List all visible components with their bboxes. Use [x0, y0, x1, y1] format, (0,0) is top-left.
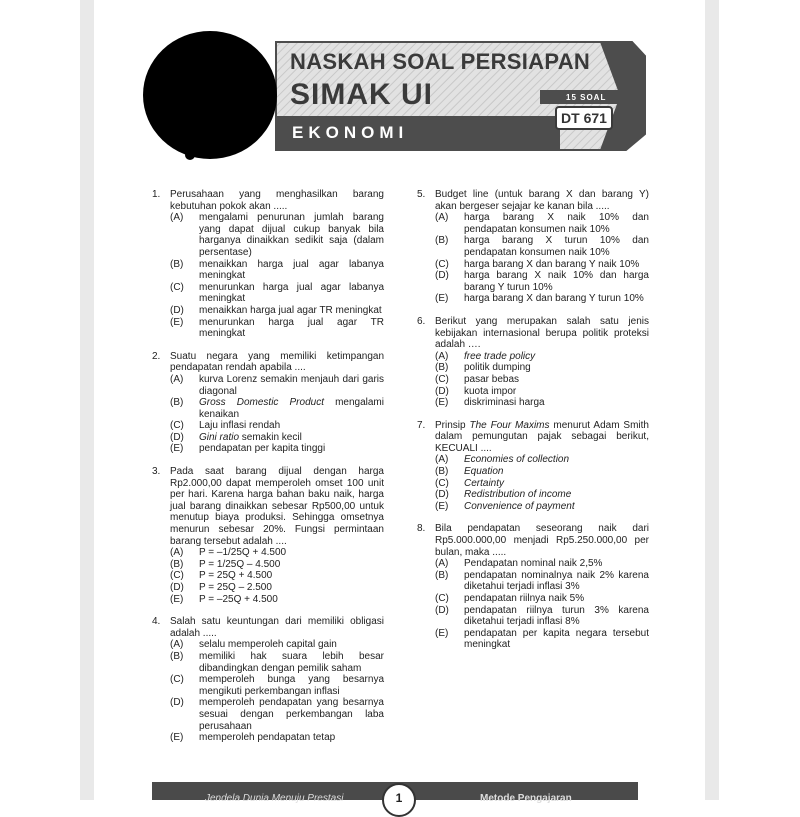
question-text: Prinsip The Four Maxims menurut Adam Smith dalam pemungutan pajak sebagai berikut, KECUALI ....: [435, 419, 649, 454]
answer-option: [435, 212, 649, 235]
answer-option: [170, 651, 384, 674]
option-text: P = 25Q – 2.500: [199, 582, 272, 593]
option-text: P = 25Q + 4.500: [199, 570, 273, 582]
header-title-line1: NASKAH SOAL PERSIAPAN: [290, 49, 591, 74]
question-number: 7.: [417, 419, 426, 431]
question-number: 2.: [152, 350, 161, 362]
option-list: [170, 374, 384, 455]
option-label: (C): [435, 593, 449, 604]
option-label: (B): [435, 466, 449, 478]
option-label: (D): [435, 489, 449, 501]
option-text-italic: Convenience of payment: [464, 500, 575, 512]
answer-option: [435, 628, 649, 651]
option-label: (B): [170, 650, 184, 662]
option-label: (B): [435, 569, 449, 581]
answer-option: [435, 351, 649, 363]
answer-option: [435, 386, 649, 398]
question-count-label: 15 SOAL: [566, 93, 607, 102]
option-label: (C): [170, 674, 184, 686]
option-label: (B): [170, 258, 184, 270]
answer-option: [170, 697, 384, 732]
option-list: [435, 212, 649, 305]
answer-option: [170, 570, 384, 582]
answer-option: [435, 466, 649, 478]
option-text: selalu memperoleh capital gain: [199, 639, 337, 651]
question-item: [152, 616, 384, 744]
question-number: 5.: [417, 189, 426, 200]
redacted-logo: [143, 31, 277, 159]
question-number: 4.: [152, 616, 161, 628]
option-label: (B): [170, 558, 184, 570]
option-label: (B): [170, 397, 184, 409]
option-text: pasar bebas: [464, 373, 520, 385]
option-text: pendapatan riilnya naik 5%: [464, 593, 585, 604]
answer-option: [435, 593, 649, 605]
question-item: [417, 420, 649, 513]
answer-option: [435, 362, 649, 374]
option-label: (C): [435, 373, 449, 385]
option-list: [170, 639, 384, 743]
answer-option: [170, 547, 384, 559]
option-text: diskriminasi harga: [464, 397, 545, 409]
footer-right-text: Metode Pengajaran: [480, 793, 572, 804]
option-text: memperoleh pendapatan tetap: [199, 732, 336, 744]
option-label: (E): [435, 627, 449, 639]
page-number: 1: [382, 783, 416, 817]
option-text: [464, 454, 649, 466]
question-item: [417, 523, 649, 651]
option-text: pendapatan riilnya turun 3% karena diketahui terjadi inflasi 8%: [464, 604, 649, 628]
answer-option: [170, 305, 384, 317]
answer-option: [435, 605, 649, 628]
option-text-italic: free trade policy: [464, 350, 536, 362]
answer-option: [170, 559, 384, 571]
option-text: kuota impor: [464, 385, 517, 397]
option-text: P = –25Q + 4.500: [199, 593, 278, 605]
option-text: menurunkan harga jual agar labanya meningkat: [199, 281, 384, 305]
option-text-italic: Gini ratio: [199, 431, 240, 443]
option-label: (D): [435, 270, 449, 282]
option-text: P = 1/25Q – 4.500: [199, 558, 281, 570]
answer-option: [435, 501, 649, 513]
option-list: [435, 454, 649, 512]
answer-option: [170, 259, 384, 282]
option-list: [435, 351, 649, 409]
option-text: [464, 351, 649, 363]
answer-option: [170, 212, 384, 258]
question-text: Budget line (untuk barang X dan barang Y) akan bergeser sejajar ke kanan bila .....: [435, 189, 649, 212]
option-text: harga barang X naik 10% dan harga barang Y turun 10%: [464, 270, 649, 293]
question-stem: [152, 616, 384, 639]
answer-option: [435, 397, 649, 409]
option-label: (B): [435, 362, 449, 374]
option-label: (E): [170, 593, 184, 605]
option-text: harga barang X turun 10% dan pendapatan konsumen naik 10%: [464, 235, 649, 258]
option-label: (C): [435, 477, 449, 489]
option-label: (A): [435, 350, 449, 362]
question-text: Suatu negara yang memiliki ketimpangan pendapatan rendah apabila ....: [170, 350, 384, 374]
option-label: (D): [170, 697, 184, 709]
option-text: politik dumping: [464, 362, 531, 374]
question-number: 8.: [417, 523, 426, 535]
option-label: (B): [435, 235, 449, 247]
option-text: pendapatan per kapita tinggi: [199, 443, 326, 455]
question-text: Perusahaan yang menghasilkan barang kebutuhan pokok akan .....: [170, 189, 384, 212]
footer-left-text: Jendela Dunia Menuju Prestasi: [205, 793, 344, 804]
answer-option: [170, 432, 384, 444]
answer-option: [435, 235, 649, 258]
question-text-italic: The Four Maxims: [469, 419, 550, 431]
question-number: 1.: [152, 189, 161, 200]
answer-option: [170, 674, 384, 697]
question-item: [152, 466, 384, 605]
question-stem: [152, 189, 384, 212]
option-text-italic: Certainty: [464, 477, 505, 489]
option-label: (C): [170, 570, 184, 582]
option-label: (D): [170, 582, 184, 593]
question-text: Pada saat barang dijual dengan harga Rp2.000,00 dapat memperoleh omset 100 unit per hari. Karena harga bahan baku naik, harga jual barang dinaikkan sebesar Rp500,00 untuk menutup biaya produksi. Sehingga omsetnya menurun sebesar 20%. Fungsi permintaan barang tersebut adalah ....: [170, 466, 384, 547]
option-text: menurunkan harga jual agar TR meningkat: [199, 316, 384, 340]
option-list: [170, 547, 384, 605]
answer-option: [170, 582, 384, 594]
option-text: harga barang X naik 10% dan pendapatan konsumen naik 10%: [464, 212, 649, 235]
option-text-italic: Economies of collection: [464, 454, 570, 466]
option-label: (E): [435, 397, 449, 409]
option-text: harga barang X dan barang Y turun 10%: [464, 293, 644, 305]
option-label: (E): [435, 293, 449, 305]
answer-option: [170, 397, 384, 420]
option-text: Gross Domestic Product mengalami kenaikan: [199, 397, 384, 420]
option-label: (C): [435, 258, 449, 270]
option-text: memperoleh bunga yang besarnya mengikuti perkembangan inflasi: [199, 674, 384, 697]
option-text: menaikkan harga jual agar labanya meningkat: [199, 258, 384, 282]
answer-option: [170, 732, 384, 744]
question-text: Salah satu keuntungan dari memiliki obligasi adalah .....: [170, 616, 384, 639]
option-text: kurva Lorenz semakin menjauh dari garis diagonal: [199, 373, 384, 397]
document-code-badge: DT 671: [555, 106, 613, 130]
option-text-italic: Redistribution of income: [464, 489, 572, 501]
answer-option: [170, 594, 384, 606]
answer-option: [170, 639, 384, 651]
option-text: Pendapatan nominal naik 2,5%: [464, 558, 603, 570]
question-number: 6.: [417, 315, 426, 327]
answer-option: [435, 259, 649, 271]
option-text: Gini ratio semakin kecil: [199, 431, 302, 443]
answer-option: [435, 558, 649, 570]
option-label: (A): [435, 454, 449, 466]
question-stem: [417, 420, 649, 455]
answer-option: [170, 317, 384, 340]
question-item: [152, 189, 384, 340]
answer-option: [435, 454, 649, 466]
option-text: [464, 466, 649, 478]
option-label: (C): [170, 420, 184, 432]
option-list: [170, 212, 384, 340]
option-label: (E): [170, 316, 184, 328]
option-text: [464, 489, 649, 501]
option-text: harga barang X dan barang Y naik 10%: [464, 258, 640, 270]
answer-option: [435, 374, 649, 386]
question-stem: [152, 466, 384, 547]
option-label: (E): [435, 500, 449, 512]
option-text: mengalami penurunan jumlah barang yang dapat dijual cukup banyak bila harganya dinaikkan sedikit saja (dalam persentase): [199, 212, 384, 258]
option-text: pendapatan per kapita negara tersebut meningkat: [464, 627, 649, 651]
option-text: memperoleh pendapatan yang besarnya sesuai dengan perkembangan laba perusahaan: [199, 697, 384, 732]
option-label: (D): [435, 604, 449, 616]
answer-option: [435, 293, 649, 305]
question-item: [417, 316, 649, 409]
option-list: [435, 558, 649, 651]
answer-option: [170, 282, 384, 305]
option-text: P = –1/25Q + 4.500: [199, 547, 287, 559]
option-text: menaikkan harga jual agar TR meningkat: [199, 304, 382, 316]
redacted-logo-mark: [185, 150, 195, 160]
answer-option: [435, 478, 649, 490]
question-number: 3.: [152, 466, 161, 478]
question-text: Bila pendapatan seseorang naik dari Rp5.000.000,00 menjadi Rp5.250.000,00 per bulan, maka .....: [435, 523, 649, 558]
question-text: Berikut yang merupakan salah satu jenis kebijakan internasional berupa politik proteksi adalah ….: [435, 315, 649, 351]
option-text: Laju inflasi rendah: [199, 420, 281, 432]
question-item: [417, 189, 649, 305]
option-text: [464, 478, 649, 490]
answer-option: [170, 443, 384, 455]
answer-option: [435, 570, 649, 593]
header-subject: EKONOMI: [292, 123, 409, 142]
question-column-right: [417, 189, 649, 662]
question-stem: [417, 523, 649, 558]
question-stem: [417, 189, 649, 212]
answer-option: [170, 420, 384, 432]
option-text-italic: Equation: [464, 466, 504, 478]
option-label: (A): [170, 547, 184, 559]
question-item: [152, 351, 384, 455]
option-label: (A): [170, 639, 184, 651]
option-label: (C): [170, 281, 184, 293]
option-text: memiliki hak suara lebih besar dibandingkan dengan pemilik saham: [199, 650, 384, 674]
answer-option: [435, 489, 649, 501]
question-stem: [152, 351, 384, 374]
option-label: (A): [435, 212, 449, 224]
answer-option: [170, 374, 384, 397]
option-label: (D): [170, 431, 184, 443]
option-label: (E): [170, 732, 184, 744]
question-column-left: [152, 189, 384, 755]
option-label: (E): [170, 443, 184, 455]
option-label: (A): [435, 558, 449, 570]
option-text-italic: Gross Domestic Product: [199, 397, 324, 409]
option-text: [464, 501, 649, 513]
option-label: (A): [170, 212, 184, 224]
header-title-line2: SIMAK UI: [290, 78, 433, 111]
option-label: (A): [170, 373, 184, 385]
option-label: (D): [435, 385, 449, 397]
option-label: (D): [170, 304, 184, 316]
answer-option: [435, 270, 649, 293]
option-text: pendapatan nominalnya naik 2% karena diketahui terjadi inflasi 3%: [464, 569, 649, 593]
question-stem: [417, 316, 649, 351]
